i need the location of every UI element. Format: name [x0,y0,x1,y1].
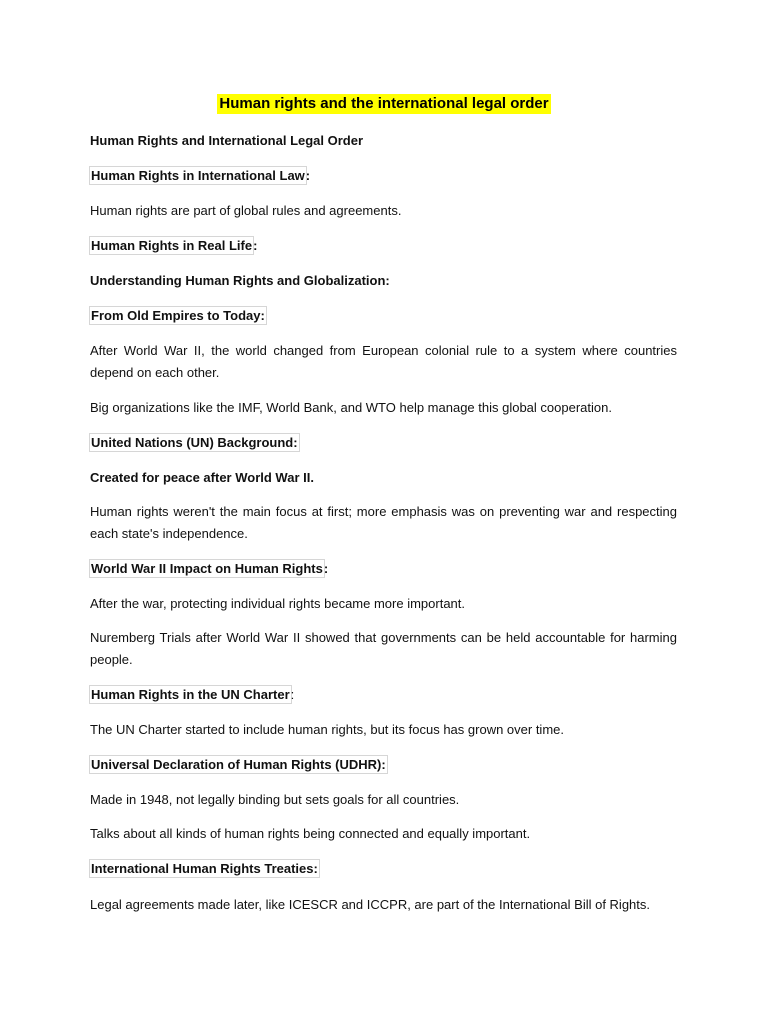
heading-globalization [90,270,677,292]
paragraph [90,789,677,811]
section-heading-box: World War II Impact on Human Rights [91,561,323,576]
paragraph-text: Talks about all kinds of human rights being connected and equally important. [90,826,531,841]
paragraph-text: Legal agreements made later, like ICESCR and ICCPR, are part of the International Bill of Rights. [90,897,651,912]
section-heading-un-charter [90,684,677,706]
heading-created-for-peace [90,467,677,489]
section-heading-real-life [90,235,677,257]
section-heading-suffix: : [253,238,258,253]
paragraph [90,501,677,545]
paragraph [90,200,677,222]
section-heading-suffix: : [323,561,329,576]
section-heading-box: Human Rights in International Law [91,168,305,183]
paragraph-text: Nuremberg Trials after World War II showed that governments can be held accountable for harming people. [90,630,677,667]
section-heading-suffix: : [290,687,295,702]
paragraph [90,823,677,845]
paragraph-text: Big organizations like the IMF, World Bank, and WTO help manage this global cooperation. [90,400,612,415]
section-heading-un-background [90,432,677,454]
section-heading-box: From Old Empires to Today: [91,308,265,323]
section-heading-box: United Nations (UN) Background: [91,435,298,450]
paragraph [90,340,677,384]
section-heading-ww2-impact [90,558,677,580]
paragraph-text: Human rights weren't the main focus at first; more emphasis was on preventing war and respecting each state's independence. [90,504,677,541]
section-heading-box: International Human Rights Treaties: [91,861,318,876]
section-heading-international-law [90,165,677,187]
paragraph [90,593,677,615]
paragraph [90,627,677,671]
paragraph-text: After the war, protecting individual rights became more important. [90,596,466,611]
paragraph-text: The UN Charter started to include human rights, but its focus has grown over time. [90,722,564,737]
heading-text: Human Rights and International Legal Order [90,133,364,148]
section-heading-suffix: : [305,168,311,183]
section-heading-box: Universal Declaration of Human Rights (UDHR): [91,757,386,772]
section-heading-old-empires [90,305,677,327]
paragraph [90,719,677,741]
section-heading-box: Human Rights in the UN Charter [91,687,290,702]
paragraph [90,397,677,419]
paragraph-text: Human rights are part of global rules and agreements. [90,203,402,218]
paragraph-text: After World War II, the world changed from European colonial rule to a system where countries depend on each other. [90,343,677,380]
paragraph [90,894,677,916]
paragraph-text: Made in 1948, not legally binding but sets goals for all countries. [90,792,460,807]
heading-text: Created for peace after World War II. [90,470,314,485]
document-title-row [0,94,768,114]
document-title: Human rights and the international legal order [219,95,549,112]
section-heading-udhr [90,754,677,776]
section-heading-box: Human Rights in Real Life [91,238,253,253]
section-heading-treaties [90,858,677,880]
heading-human-rights-legal-order [90,130,677,152]
heading-text: Understanding Human Rights and Globalization: [90,273,390,288]
